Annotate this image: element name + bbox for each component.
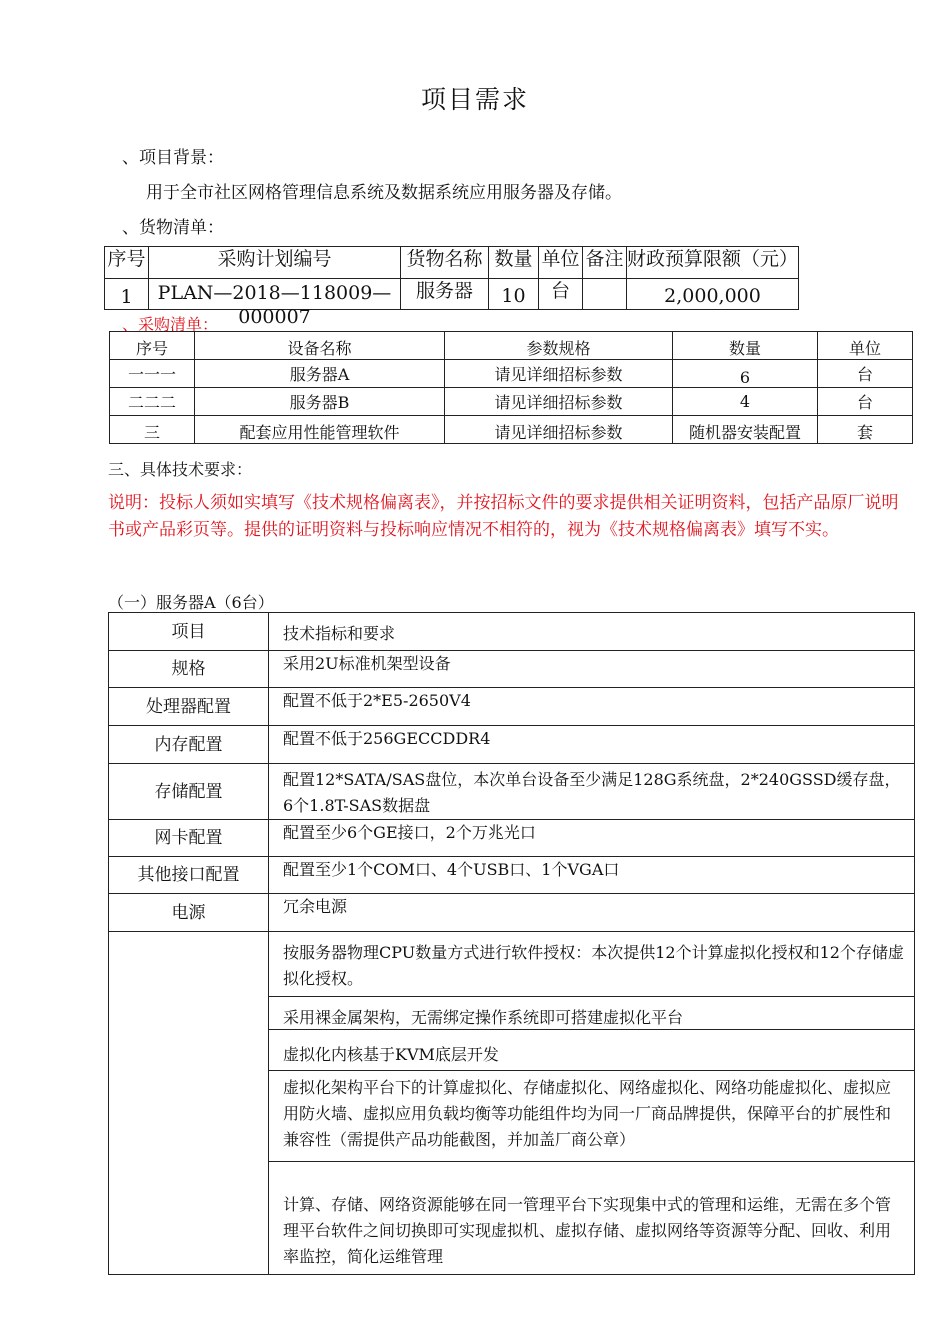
header-cell: 货物名称 xyxy=(406,248,483,270)
cell: PLAN—2018—118009—000007 xyxy=(157,282,392,328)
header-cell: 财政预算限额（元） xyxy=(627,248,799,270)
header-cell: 数量 xyxy=(673,332,818,360)
goods-table-header xyxy=(105,247,799,279)
purchase-table-header xyxy=(110,332,913,360)
header-cell: 单位 xyxy=(541,248,580,270)
table-row xyxy=(109,613,915,651)
cell: 请见详细招标参数 xyxy=(445,388,673,416)
spec-value: 配置至少6个GE接口，2个万兆光口 xyxy=(269,820,915,857)
cell: 4 xyxy=(673,388,818,416)
spec-value: 配置不低于256GECCDDR4 xyxy=(269,726,915,764)
section-heading-goods: 、货物清单： xyxy=(122,218,224,238)
cell: 随机器安装配置 xyxy=(673,416,818,444)
cell: 台 xyxy=(818,388,913,416)
cell: 服务器B xyxy=(195,388,445,416)
spec-item-virtualization xyxy=(109,932,269,1275)
cell: 6 xyxy=(673,360,818,388)
spec-value: 冗余电源 xyxy=(269,894,915,932)
header-cell: 参数规格 xyxy=(445,332,673,360)
spec-value: 配置12*SATA/SAS盘位，本次单台设备至少满足128G系统盘，2*240GSSD缓存盘，6个1.8T-SAS数据盘 xyxy=(269,764,915,820)
cell: 三 xyxy=(110,416,195,444)
table-row xyxy=(109,688,915,726)
cell xyxy=(583,279,626,306)
table-row xyxy=(109,932,915,1275)
section-heading-purchase: 、采购清单： xyxy=(122,315,219,334)
spec-item: 处理器配置 xyxy=(109,688,269,726)
header-cell: 序号 xyxy=(110,332,195,360)
header-cell: 设备名称 xyxy=(195,332,445,360)
server-a-caption: （一）服务器A（6台） xyxy=(108,593,274,612)
header-cell: 备注 xyxy=(585,248,624,270)
cell: 配套应用性能管理软件 xyxy=(195,416,445,444)
page-title: 项目需求 xyxy=(420,85,529,114)
table-row xyxy=(109,894,915,932)
spec-value: 配置不低于2*E5-2650V4 xyxy=(269,688,915,726)
cell: 请见详细招标参数 xyxy=(445,416,673,444)
spec-item: 内存配置 xyxy=(109,726,269,764)
notice-text: 说明：投标人须如实填写《技术规格偏离表》，并按招标文件的要求提供相关证明资料，包括产品原厂说明书或产品彩页等。提供的证明资料与投标响应情况不相符的，视为《技术规格偏离表》填写不实。 xyxy=(108,493,899,540)
spec-item: 其他接口配置 xyxy=(109,857,269,894)
spec-value: 配置至少1个COM口、4个USB口、1个VGA口 xyxy=(269,857,915,894)
cell: 2,000,000 xyxy=(664,285,761,307)
cell: 10 xyxy=(501,285,526,307)
spec-value: 技术指标和要求 xyxy=(269,613,915,651)
cell: 二二二 xyxy=(110,388,195,416)
table-row xyxy=(109,651,915,688)
server-a-table xyxy=(108,612,915,1275)
background-text: 用于全市社区网格管理信息系统及数据系统应用服务器及存储。 xyxy=(146,183,622,203)
cell: 1 xyxy=(120,286,133,308)
virt-item: 虚拟化内核基于KVM底层开发 xyxy=(269,1030,914,1071)
table-row xyxy=(109,764,915,820)
spec-item: 电源 xyxy=(109,894,269,932)
table-row xyxy=(110,416,913,444)
virt-item: 虚拟化架构平台下的计算虚拟化、存储虚拟化、网络虚拟化、网络功能虚拟化、虚拟应用防火墙、虚拟应用负载均衡等功能组件均为同一厂商品牌提供，保障平台的扩展性和兼容性（需提供产品功能截图，并加盖厂商公章） xyxy=(269,1071,914,1162)
table-row xyxy=(110,388,913,416)
virt-item: 采用裸金属架构，无需绑定操作系统即可搭建虚拟化平台 xyxy=(269,997,914,1030)
header-cell: 采购计划编号 xyxy=(217,248,332,270)
header-cell: 序号 xyxy=(107,248,146,270)
spec-item: 规格 xyxy=(109,651,269,688)
cell: 服务器A xyxy=(195,360,445,388)
spec-item: 存储配置 xyxy=(109,764,269,820)
spec-item: 项目 xyxy=(109,613,269,651)
cell: 台 xyxy=(550,280,570,302)
table-row xyxy=(110,360,913,388)
section-heading-tech: 三、具体技术要求： xyxy=(108,460,253,479)
cell: 请见详细招标参数 xyxy=(445,360,673,388)
table-row xyxy=(109,820,915,857)
spec-item: 网卡配置 xyxy=(109,820,269,857)
cell: 套 xyxy=(818,416,913,444)
section-heading-background: 、项目背景： xyxy=(122,148,224,168)
cell: 台 xyxy=(818,360,913,388)
virt-item: 计算、存储、网络资源能够在同一管理平台下实现集中式的管理和运维，无需在多个管理平台软件之间切换即可实现虚拟机、虚拟存储、虚拟网络等资源等分配、回收、利用率监控，简化运维管理 xyxy=(283,1195,892,1266)
cell: 服务器 xyxy=(415,280,473,302)
table-row xyxy=(105,279,799,310)
header-cell: 数量 xyxy=(494,248,533,270)
virt-item: 按服务器物理CPU数量方式进行软件授权：本次提供12个计算虚拟化授权和12个存储虚拟化授权。 xyxy=(269,932,914,997)
table-row xyxy=(109,726,915,764)
header-cell: 单位 xyxy=(818,332,913,360)
cell: 一一一 xyxy=(110,360,195,388)
spec-value: 采用2U标准机架型设备 xyxy=(269,651,915,688)
table-row xyxy=(109,857,915,894)
purchase-table xyxy=(109,331,913,444)
